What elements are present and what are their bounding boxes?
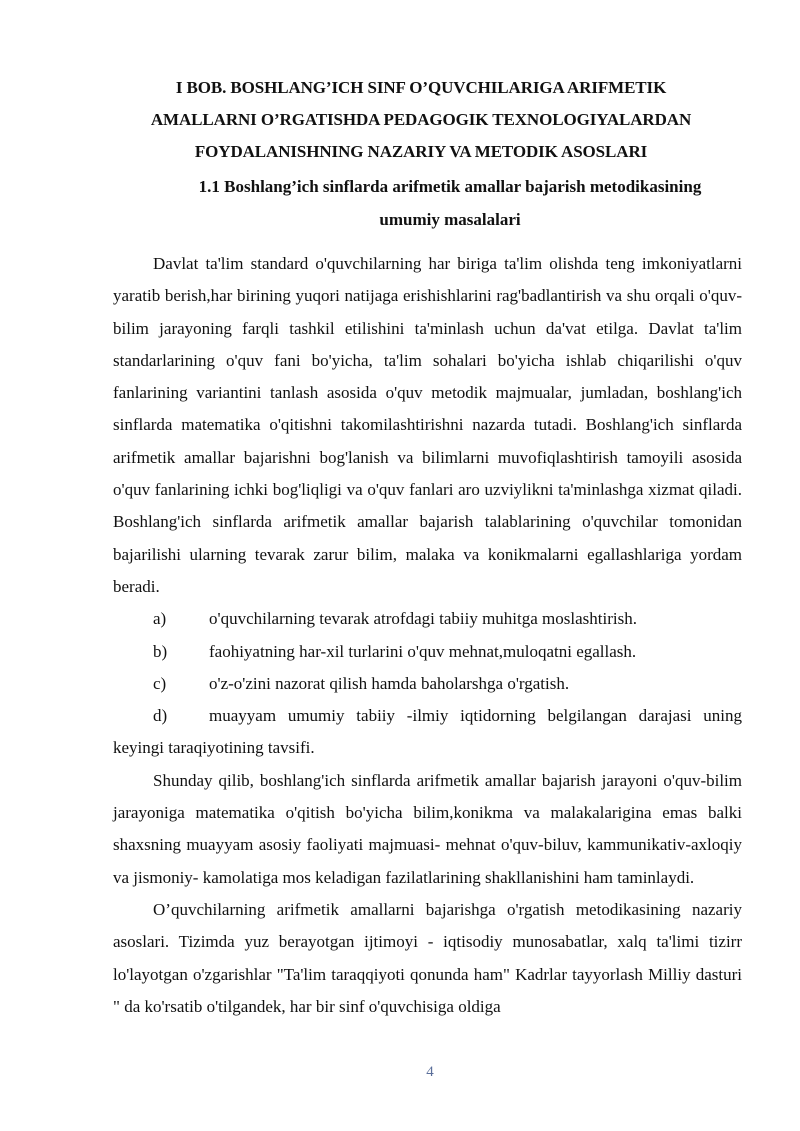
- paragraph-1: Davlat ta'lim standard o'quvchilarning har biriga ta'lim olishda teng imkoniyatlarni yaratib berish,har birining yuqori natijaga erishishlarini rag'badlantirish va shu orqali o'quv- bilim jarayoning farqli tashkil etilishini ta'minlash uchun da'vat etilga. Davlat ta'lim standarlarining o'quv fani bo'yicha, ta'lim sohalari bo'yicha ishlab chiqarilishi o'quv fanlarining variantini tanlash asosida o'quv metodik majmualar, jumladan, boshlang'ich sinflarda matematika o'qitishni takomilashtirishni nazarda tutadi. Boshlang'ich sinflarda arifmetik amallar bajarishni bog'lanish va bilimlarni muvofiqlashtirish tamoyili asosida o'quv fanlarining ichki bog'liqligi va o'quv fanlari aro uzviylikni ta'minlashga xizmat qiladi. Boshlang'ich sinflarda arifmetik amallar bajarish talablarining o'quvchilar tomonidan bajarilishi ularning tevarak zarur bilim, malaka va konikmalarni egallashlariga yordam beradi.: [113, 254, 742, 596]
- list-item-text: faohiyatning har-xil turlarini o'quv mehnat,muloqatni egallash.: [209, 641, 637, 661]
- section-heading-line-2: umumiy masalalari: [379, 210, 521, 229]
- list-marker: b): [153, 641, 168, 661]
- list-item-d: [113, 700, 742, 765]
- section-heading-line-1: 1.1 Boshlang’ich sinflarda arifmetik amallar bajarish metodikasining: [198, 177, 702, 196]
- paragraph-3: O’quvchilarning arifmetik amallarni bajarishga o'rgatish metodikasining nazariy asoslari. Tizimda yuz berayotgan ijtimoyi - iqtisodiy munosabatlar, xalq ta'limi tizirr lo'layotgan o'zgarishlar "Ta'lim taraqqiyoti qonunda ham" Kadrlar tayyorlash Milliy dasturi " da ko'rsatib o'tilgandek, har bir sinf o'quvchisiga oldiga: [113, 899, 742, 1016]
- list-item-text: o'z-o'zini nazorat qilish hamda baholarshga o'rgatish.: [209, 673, 570, 693]
- list-item-c: [113, 668, 742, 700]
- list-marker: a): [153, 609, 167, 629]
- list-item-a: [113, 603, 742, 635]
- chapter-heading: [100, 72, 742, 168]
- list-item-b: [113, 636, 742, 668]
- chapter-heading-line-1: I BOB. BOSHLANG’ICH SINF O’QUVCHILARIGA ARIFMETIK: [175, 78, 667, 97]
- chapter-heading-line-2: AMALLARNI O’RGATISHDA PEDAGOGIK TEXNOLOGIYALARDAN: [150, 110, 692, 129]
- list-marker: c): [153, 673, 167, 693]
- body-text: [113, 248, 742, 1023]
- paragraph-2: Shunday qilib, boshlang'ich sinflarda arifmetik amallar bajarish jarayoni o'quv-bilim jarayoniga matematika o'qitish bo'yicha bilim,konikma va malakalarigina emas balki shaxsning muayyam asosiy faoliyati majmuasi- mehnat o'quv-biluv, kammunikativ-axloqiy va jismoniy- kamolatiga mos keladigan fazilatlarining shakllanishini ham taminlaydi.: [113, 770, 742, 887]
- section-heading: [130, 170, 770, 236]
- list-item-text: o'quvchilarning tevarak atrofdagi tabiiy muhitga moslashtirish.: [209, 609, 637, 629]
- page-number: 4: [426, 1064, 434, 1080]
- chapter-heading-line-3: FOYDALANISHNING NAZARIY VA METODIK ASOSLARI: [194, 142, 648, 161]
- list-item-text: muayyam umumiy tabiiy -ilmiy iqtidorning belgilangan darajasi uning keyingi taraqiyotining tavsifi.: [113, 706, 742, 758]
- list-marker: d): [153, 706, 168, 726]
